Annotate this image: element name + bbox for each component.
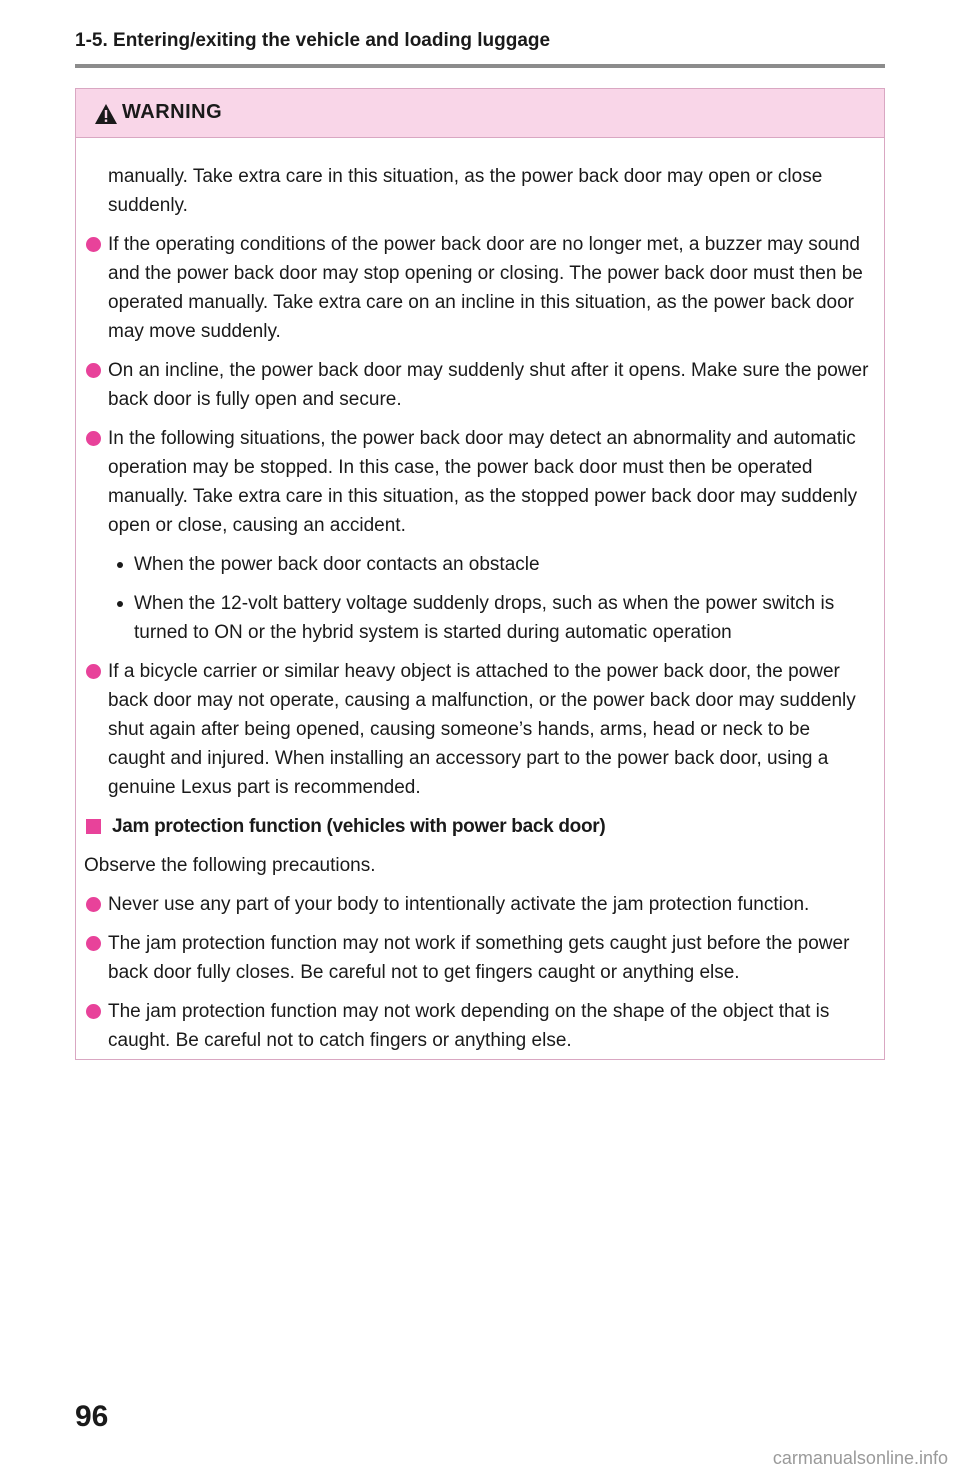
header-divider [75,64,885,68]
bullet-dot-icon [86,664,101,679]
list-item [84,657,870,802]
list-item [84,356,870,414]
list-item [84,997,870,1055]
list-item-text: Never use any part of your body to intentionally activate the jam protection function. [108,894,810,915]
section-square-icon [86,819,101,834]
bullet-dot-icon [86,897,101,912]
list-item [84,929,870,987]
list-item-text: On an incline, the power back door may suddenly shut after it opens. Make sure the power back door is fully open and secure. [108,360,869,410]
section-title: Jam protection function (vehicles with power back door) [112,816,606,837]
list-item-text: In the following situations, the power back door may detect an abnormality and automatic operation may be stopped. In this case, the power back door must then be operated manually. Take extra care in this situation, as the stopped power back door may suddenly open or close, causing an accident. [108,428,858,536]
list-item-text: The jam protection function may not work depending on the shape of the object that is caught. Be careful not to catch fingers or anything else. [108,1001,830,1051]
list-item [84,890,870,919]
continuation-text: manually. Take extra care in this situation, as the power back door may open or close suddenly. [108,166,823,216]
list-item-text: If the operating conditions of the power back door are no longer met, a buzzer may sound and the power back door may stop opening or closing. The power back door must then be operated manually. Take extra care on an incline in this situation, as the power back door may move suddenly. [108,234,863,342]
bullet-dot-icon [86,237,101,252]
sub-list-item [84,550,870,579]
watermark: carmanualsonline.info [772,1448,948,1468]
list-item-text: The jam protection function may not work if something gets caught just before the power back door fully closes. Be careful not to get fingers caught or anything else. [108,933,850,983]
sub-list-item-text: When the power back door contacts an obstacle [134,554,540,575]
sub-bullet-icon [117,601,123,607]
sub-bullet-icon [117,562,123,568]
warning-header [76,89,884,138]
bullet-dot-icon [86,363,101,378]
bullet-dot-icon [86,936,101,951]
warning-triangle-icon [94,103,118,125]
section-heading [84,812,870,841]
sub-list-item-text: When the 12-volt battery voltage suddenly drops, such as when the power switch is turned to ON or the hybrid system is started during automatic operation [134,593,835,643]
bullet-dot-icon [86,431,101,446]
warning-box [75,88,885,1060]
sub-list-item [84,589,870,647]
page-number: 96 [75,1400,109,1433]
section-intro: Observe the following precautions. [84,855,376,876]
warning-body [76,138,884,1055]
warning-title: WARNING [122,101,223,123]
list-item [84,424,870,540]
list-item-text: If a bicycle carrier or similar heavy object is attached to the power back door, the power back door may not operate, causing a malfunction, or the power back door may suddenly shut again after being opened, causing someone’s hands, arms, head or neck to be caught and injured. When installing an accessory part to the power back door, using a genuine Lexus part is recommended. [108,661,856,798]
list-item [84,230,870,346]
page-header: 1-5. Entering/exiting the vehicle and loading luggage [75,30,551,51]
bullet-dot-icon [86,1004,101,1019]
